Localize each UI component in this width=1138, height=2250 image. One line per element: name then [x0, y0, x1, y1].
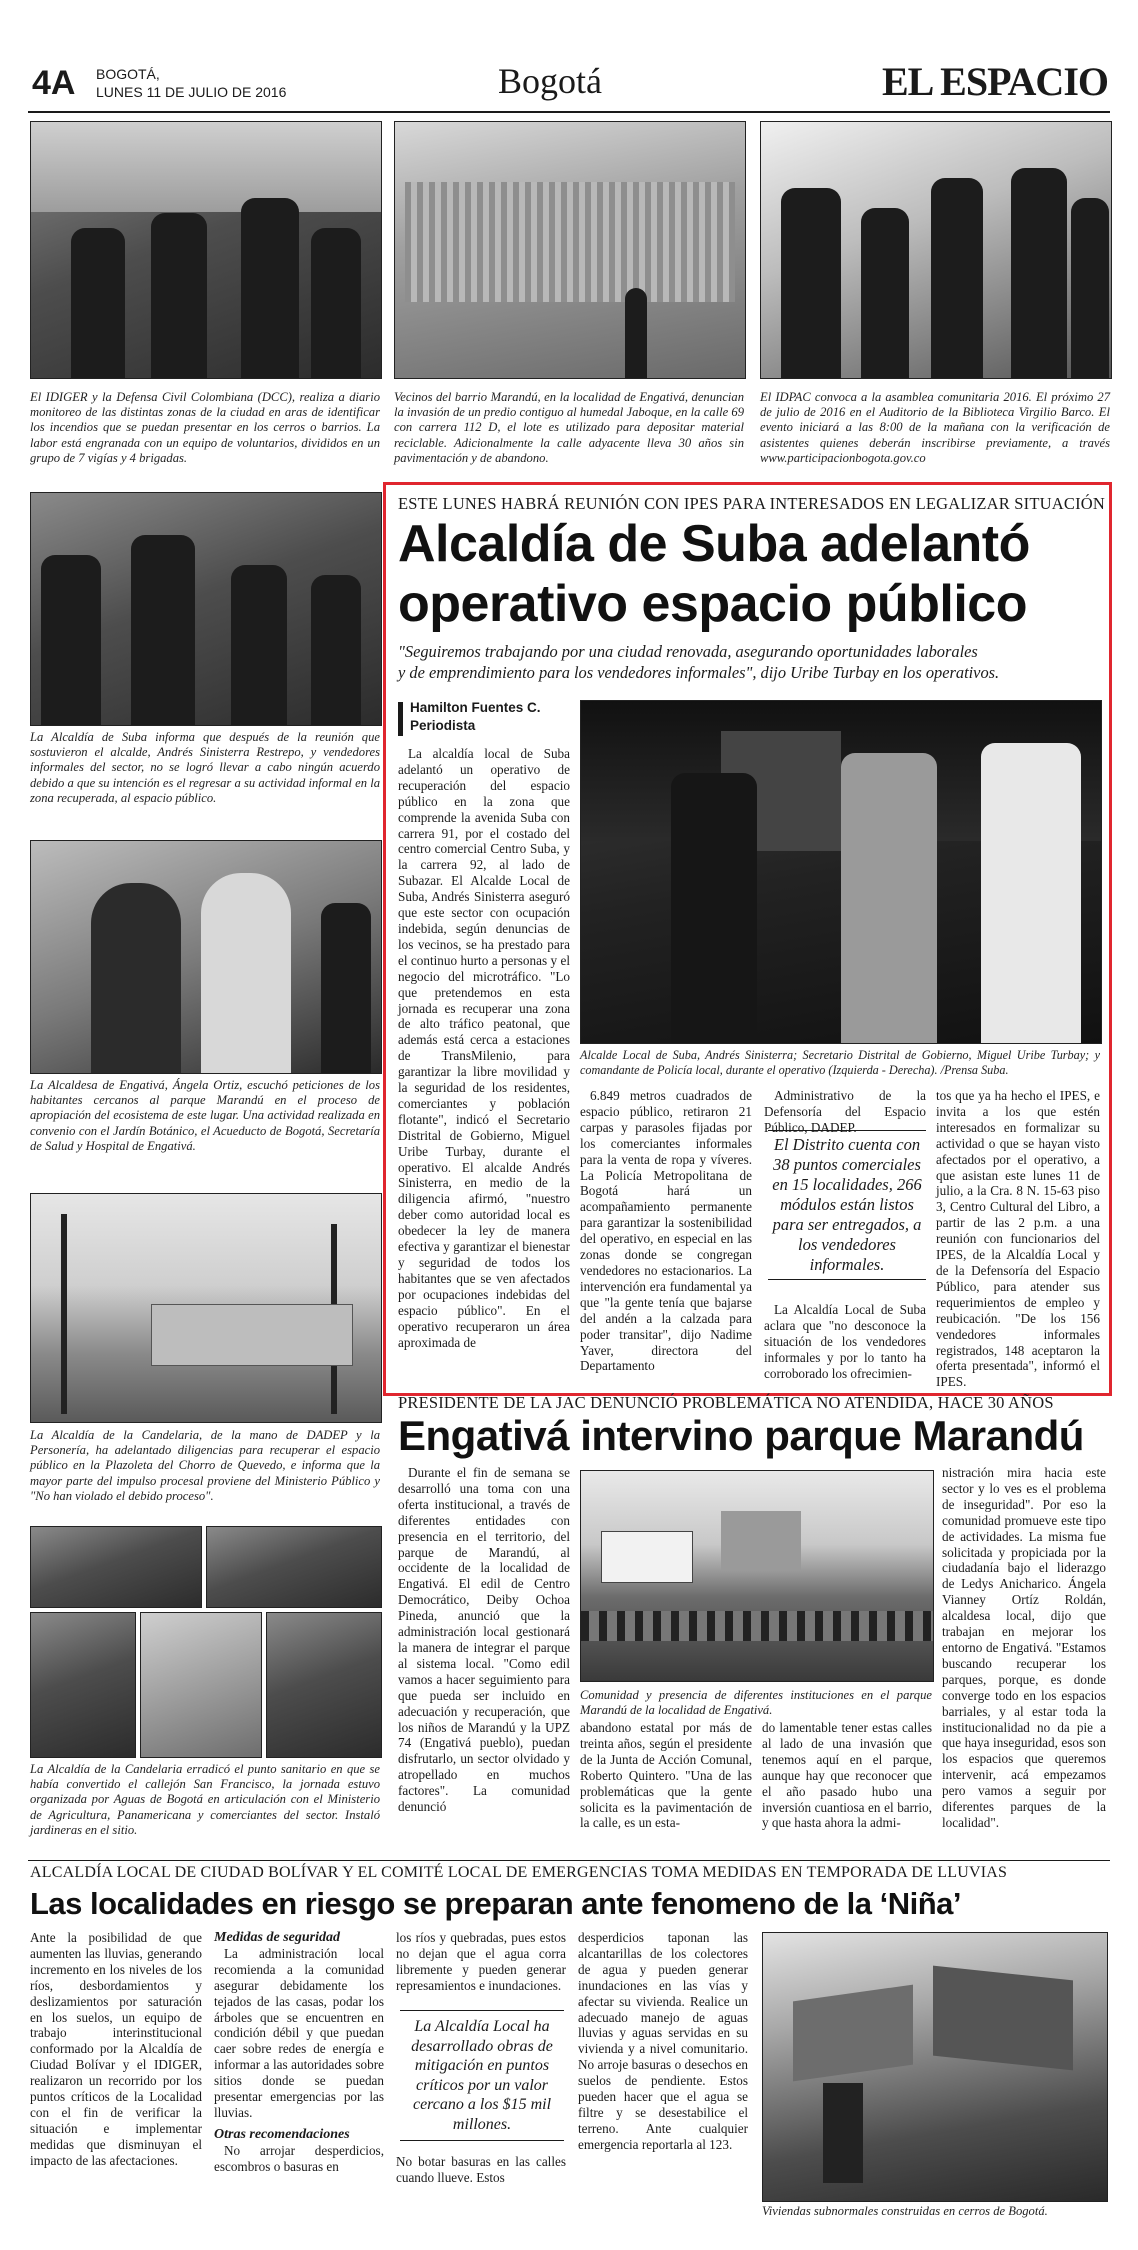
photo-viviendas-cerros	[762, 1932, 1108, 2202]
photo-engativa-mayor	[30, 840, 382, 1074]
bottom-col-3b-text: No botar basuras en las calles cuando llueve. Estos	[396, 2154, 566, 2185]
caption-chorro-quevedo: La Alcaldía de la Candelaria, de la mano de DADEP y la Personería, ha adelantado diligencias para recuperar el espacio público en la Plazoleta del Chorro de Quevedo, e informa que la mayor parte del impulso procesal proviene del Ministerio Público y "No han violado el debido proceso".	[30, 1428, 380, 1503]
page-number: 4A	[32, 64, 76, 102]
main-col-3b	[764, 1302, 926, 1384]
photo-idiger	[30, 121, 382, 379]
caption-idiger: El IDIGER y la Defensa Civil Colombiana (DCC), realiza a diario monitoreo de las distintas zonas de la ciudad en aras de identificar los incendios que se puedan presentar en los cerros o barrios. La labor está engranada con un equipo de voluntarios, divididos en un grupo de 7 vigías y 4 brigadas.	[30, 390, 380, 465]
engativa-col-4-text: nistración mira hacia este sector y lo ves es el problema de inseguridad". Por eso la comunidad promueve este tipo de actividades. La misma fue solicitada y propiciada por la ciudadanía bajo el liderazgo de Ledys Anicharico. Ángela Vianney Ortíz Roldán, alcaldesa local, dijo que trabajan en mejorar los entorno de Engativá. "Estamos buscando recuperar los parques, porque, es donde converge todo en los espacios barriales, y al estar toda la institucionalidad no da pie a que haya inseguridad, esos son los espacios que queremos intervenir, acá empezamos pero vamos a seguir por diferentes parques de la localidad".	[942, 1465, 1106, 1830]
photo-marandu-park	[580, 1470, 934, 1682]
photo-collage-san-francisco	[30, 1526, 380, 1756]
engativa-col-2-text: abandono estatal por más de treinta años, según el presidente de la Junta de Acción Comunal, Roberto Quintero. "Una de las problemáticas que la gente solicita es la pavimentación de la calle, es un esta-	[580, 1720, 752, 1831]
main-kicker: ESTE LUNES HABRÁ REUNIÓN CON IPES PARA INTERESADOS EN LEGALIZAR SITUACIÓN	[398, 494, 1106, 513]
engativa-headline: Engativá intervino parque Marandú	[398, 1412, 1084, 1459]
photo-chorro-quevedo	[30, 1193, 382, 1423]
photo-suba-operativo	[580, 700, 1102, 1044]
main-headline-line2: operativo espacio público	[398, 575, 1027, 633]
main-col-1-text: La alcaldía local de Suba adelantó un operativo de recuperación del espacio público en la zona que comprende la avenida Suba con carrera 91, por el costado del centro comercial Centro Suba, y la carrera 92, al lado de Subazar. El Alcalde Local de Suba, Andrés Sinisterra aseguró que este sector con ocupación indebida, según denuncias de los vecinos, se ha prestado para el continuo hurto a personas y el negocio del microtráfico. "Lo que pretendemos en esta jornada es recuperar una zona de alto tráfico peatonal, que además está cerca a estaciones de TransMilenio, para garantizar la libre movilidad y la seguridad de los residentes, comerciantes y población flotante", indicó el Secretario Distrital de Gobierno, Miguel Uribe Turbay, durante el operativo. El alcalde Andrés Sinisterra, en medio de la diligencia afirmó, "nuestro deber como autoridad local es obedecer la ley de manera efectiva y garantizar el bienestar y seguridad de todos los habitantes que se ven afectados por ocupaciones indebidas del espacio público". En el operativo recuperaron un área aproximada de	[398, 746, 570, 1350]
paper-logo: EL ESPACIO	[882, 59, 1108, 104]
bottom-col-3a-text: los ríos y quebradas, pues estos no dejan que el agua corra libremente y pueden generar represamientos e inundaciones.	[396, 1930, 566, 1993]
engativa-col-3	[762, 1720, 932, 1833]
byline-role: Periodista	[410, 718, 476, 733]
main-headline-line1: Alcaldía de Suba adelantó	[398, 515, 1030, 573]
main-col-1	[398, 746, 570, 1352]
bottom-subhead-1: Medidas de seguridad	[214, 1930, 340, 1945]
engativa-col-1	[398, 1465, 570, 1817]
masthead-city: BOGOTÁ,	[96, 66, 160, 82]
photo-idpac	[760, 121, 1112, 379]
bottom-col-2	[214, 1930, 384, 2177]
bottom-subhead-2: Otras recomendaciones	[214, 2126, 350, 2142]
engativa-col-3-text: do lamentable tener estas calles al lado de una invasión que tenemos aquí en el parque, aunque hay que reconocer que el año pasado hubo una inversión cuantiosa en el barrio, y que hasta ahora la admi-	[762, 1720, 932, 1831]
caption-viviendas-cerros: Viviendas subnormales construidas en cerros de Bogotá.	[762, 2204, 1048, 2218]
caption-marandu-lot: Vecinos del barrio Marandú, en la localidad de Engativá, denuncian la invasión de un predio contiguo al humedal Jaboque, en la calle 69 con carrera 112 D, el lote es utilizado para depositar material reciclable. Adicionalmente la calle adyacente lleva 30 años sin pavimentación y de abandono.	[394, 390, 744, 465]
main-col-2	[580, 1088, 752, 1376]
masthead-rule	[28, 111, 1110, 113]
bottom-col-2b-text: No arrojar desperdicios, escombros o basuras en	[214, 2142, 384, 2174]
bottom-pullquote: La Alcaldía Local ha desarrollado obras de mitigación en puntos críticos por un valor cercano a los $15 mil millones.	[400, 2010, 564, 2141]
bottom-col-3b	[396, 2154, 566, 2188]
section-title: Bogotá	[498, 61, 602, 101]
main-dek-line1: "Seguiremos trabajando por una ciudad renovada, asegurando oportunidades laborales	[398, 642, 978, 661]
caption-suba-operativo: Alcalde Local de Suba, Andrés Sinisterra; Secretario Distrital de Gobierno, Miguel Uribe Turbay; y comandante de Policía local, durante el operativo (Izquierda - Derecha). /Prensa Suba.	[580, 1048, 1100, 1078]
caption-engativa-mayor: La Alcaldesa de Engativá, Ángela Ortiz, escuchó peticiones de los habitantes cercanos al parque Marandú en el proceso de apropiación del ecosistema de este lugar. Una actividad realizada en convenio con el Jardín Botánico, el Acueducto de Bogotá, Secretaría de Salud y Hospital de Engativá.	[30, 1078, 380, 1153]
main-dek-line2: y de emprendimiento para los vendedores informales", dijo Uribe Turbay en los operativos.	[398, 663, 1000, 682]
main-col-4-text: tos que ya ha hecho el IPES, e invita a los que estén interesados en formalizar su actividad o que se hayan visto afectados por el operativo, a que asistan este lunes 11 de julio, a la Cra. 8 N. 15-63 piso 3, Centro Cultural del Libro, a partir de las 2 p.m. a una reunión con funcionarios del IPES, de la Alcaldía Local y de la Defensoría del Espacio Público, para atender sus requerimientos de empleo y reubicación. "De los 156 vendedores informales registrados, 148 aceptaron la oferta presentada", informó el IPES.	[936, 1088, 1100, 1390]
bottom-col-1-text: Ante la posibilidad de que aumenten las lluvias, generando incremento en los niveles de los ríos, desbordamientos y deslizamientos por saturación en los suelos, un equipo de trabajo interinstitucional conformado por la Alcaldía de Ciudad Bolívar y el IDIGER, realizaron un recorrido por los puntos críticos de la Localidad con el fin de verificar la situación e implementar medidas que disminuyan el impacto de las afectaciones.	[30, 1930, 202, 2168]
photo-marandu-lot	[394, 121, 746, 379]
caption-suba-meeting: La Alcaldía de Suba informa que después de la reunión que sostuvieron el alcalde, Andrés Sinisterra Restrepo, y vendedores informales del sector, no se logró llevar a cabo ningún acuerdo debido a que su intención es el regresar a su actividad informal en la zona recuperada, al espacio público.	[30, 730, 380, 805]
main-col-4	[936, 1088, 1100, 1392]
bottom-col-1	[30, 1930, 202, 2171]
photo-suba-meeting	[30, 492, 382, 726]
bottom-headline: Las localidades en riesgo se preparan ante fenomeno de la ‘Niña’	[30, 1886, 962, 1921]
caption-marandu-park: Comunidad y presencia de diferentes instituciones en el parque Marandú de la localidad de Engativá.	[580, 1688, 932, 1718]
main-col-3b-text: La Alcaldía Local de Suba aclara que "no desconoce la situación de los vendedores informales y por lo tanto ha corroborado los ofrecimien-	[764, 1302, 926, 1381]
bottom-kicker: ALCALDÍA LOCAL DE CIUDAD BOLÍVAR Y EL COMITÉ LOCAL DE EMERGENCIAS TOMA MEDIDAS EN TEMPORADA DE LLUVIAS	[30, 1864, 1008, 1881]
masthead-date: LUNES 11 DE JULIO DE 2016	[96, 84, 287, 100]
engativa-col-2	[580, 1720, 752, 1833]
caption-san-francisco: La Alcaldía de la Candelaria erradicó el punto sanitario en que se había convertido el callejón San Francisco, la jornada estuvo organizada por Aguas de Bogotá en articulación con el Ministerio de Agricultura, Panamericana y comerciantes del sector. Instaló jardineras en el sitio.	[30, 1762, 380, 1837]
engativa-col-4	[942, 1465, 1106, 1833]
bottom-col-2a-text: La administración local recomienda a la comunidad asegurar debidamente los tejados de las casas, podar los árboles que se encuentren en condición débil y que puedan caer sobre redes de energía e informar a las autoridades sobre sitios donde se puedan presentar emergencias por las lluvias.	[214, 1945, 384, 2120]
caption-idpac: El IDPAC convoca a la asamblea comunitaria 2016. El próximo 27 de julio de 2016 en el Auditorio de la Biblioteca Virgilio Barco. El evento iniciará a las 8:00 de la mañana con la verificación de asistentes quienes deberán inscribirse previamente, a través www.participacionbogota.gov.co	[760, 390, 1110, 465]
engativa-col-1-text: Durante el fin de semana se desarrolló una toma con una oferta institucional, a través de diferentes entidades con presencia en el territorio, del parque de Marandú, al occidente de la localidad de Engativá. El edil de Centro Democrático, Deiby Ochoa Pineda, anunció que la administración local gestionará la manera de integrar el parque al sistema local. "Como edil vamos a hacer seguimiento para que pueda ser incluido en adecuación y recuperación, que los niños de Marandú y la UPZ 74 (Engativá pueblo), puedan disfrutarlo, un sector olvidado y atropellado en muchos factores". La comunidad denunció	[398, 1465, 570, 1815]
engativa-kicker: PRESIDENTE DE LA JAC DENUNCIÓ PROBLEMÁTICA NO ATENDIDA, HACE 30 AÑOS	[398, 1393, 1054, 1412]
bottom-col-3	[396, 1930, 566, 1996]
main-col-2-text: 6.849 metros cuadrados de espacio público, retiraron 21 carpas y parasoles fijadas por los comerciantes informales para la venta de ropa y víveres. La Policía Metropolitana de Bogotá hará un acompañamiento permanente para garantizar la sostenibilidad del operativo, en especial en las zonas donde se congregan vendedores no estacionarios. La intervención era fundamental ya que "la gente tenía que bajarse del andén a la calzada para poder transitar", dijo Nadime Yaver, directora del Departamento	[580, 1088, 752, 1374]
bottom-col-4-text: desperdicios taponan las alcantarillas de los colectores de agua y pueden generar inundaciones en las vías y afectar su vivienda. Realice un adecuado manejo de aguas lluvias y aguas servidas en su vivienda y a nivel comunitario. No arroje basuras o desechos en suelos de pendiente. Estos pueden hacer que el agua se filtre y se desestabilice el terreno. Ante cualquier emergencia reportarla al 123.	[578, 1930, 748, 2152]
bottom-rule	[28, 1860, 1110, 1861]
masthead	[28, 58, 1110, 110]
bottom-col-4	[578, 1930, 748, 2155]
main-pullquote: El Distrito cuenta con 38 puntos comerciales en 15 localidades, 266 módulos están listos para ser entregados, a los vendedores informales.	[768, 1130, 926, 1280]
byline-bar	[398, 702, 403, 736]
byline-author: Hamilton Fuentes C.	[410, 700, 541, 715]
main-col-3-text: Administrativo de la Defensoría del Espacio Público, DADEP.	[764, 1088, 926, 1135]
